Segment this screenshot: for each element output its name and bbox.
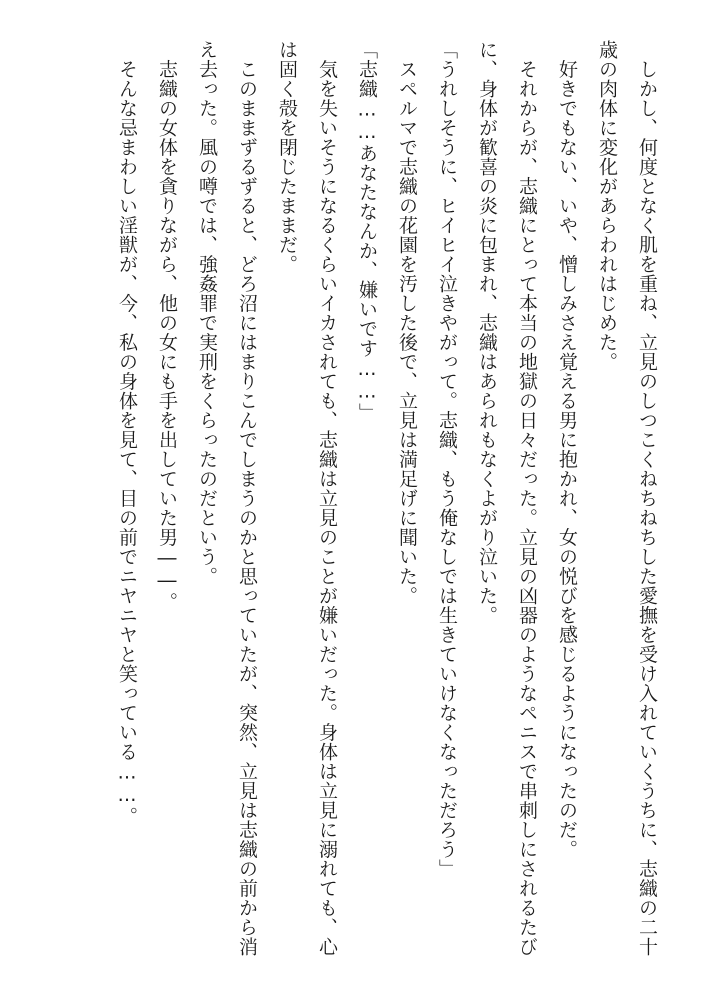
paragraph-1: しかし、何度となく肌を重ね、立見のしつこくねちねちした愛撫を受け入れていくうちに、志織の二十歳の肉体に変化があらわれはじめた。 xyxy=(596,40,658,957)
vertical-text-body xyxy=(27,40,667,970)
paragraph-10: そんな忌まわしい淫獣が、今、私の身体を見て、目の前でニヤニヤと笑っている……。 xyxy=(116,40,138,826)
paragraph-2: 好きでもない、いや、憎しみさえ覚える男に抱かれ、女の悦びを感じるようになったのだ。 xyxy=(556,40,578,859)
paragraph-7: 気を失いそうになるくらいイカされても、志織は立見のことが嫌いだった。身体は立見に溺れても、心は固く殻を閉じたままだ。 xyxy=(276,40,338,957)
paragraph-6-dialogue: 「志織……あなたなんか、嫌いです……」 xyxy=(356,40,378,423)
paragraph-3: それからが、志織にとって本当の地獄の日々だった。立見の凶器のようなペニスで串刺しにされるたびに、身体が歓喜の炎に包まれ、志織はあられもなくよがり泣いた。 xyxy=(476,40,538,957)
paragraph-5: スペルマで志織の花園を汚した後で、立見は満足げに聞いた。 xyxy=(396,40,418,606)
paragraph-8: このままずるずると、どろ沼にはまりこんでしまうのかと思っていたが、突然、立見は志織の前から消え去った。風の噂では、強姦罪で実刑をくらったのだという。 xyxy=(196,40,258,957)
paragraph-9: 志織の女体を貪りながら、他の女にも手を出していた男――。 xyxy=(156,40,178,612)
paragraph-4-dialogue: 「うれしそうに、ヒイヒイ泣きやがって。志織、もう俺なしでは生きていけなくなっただろう」 xyxy=(436,40,458,879)
